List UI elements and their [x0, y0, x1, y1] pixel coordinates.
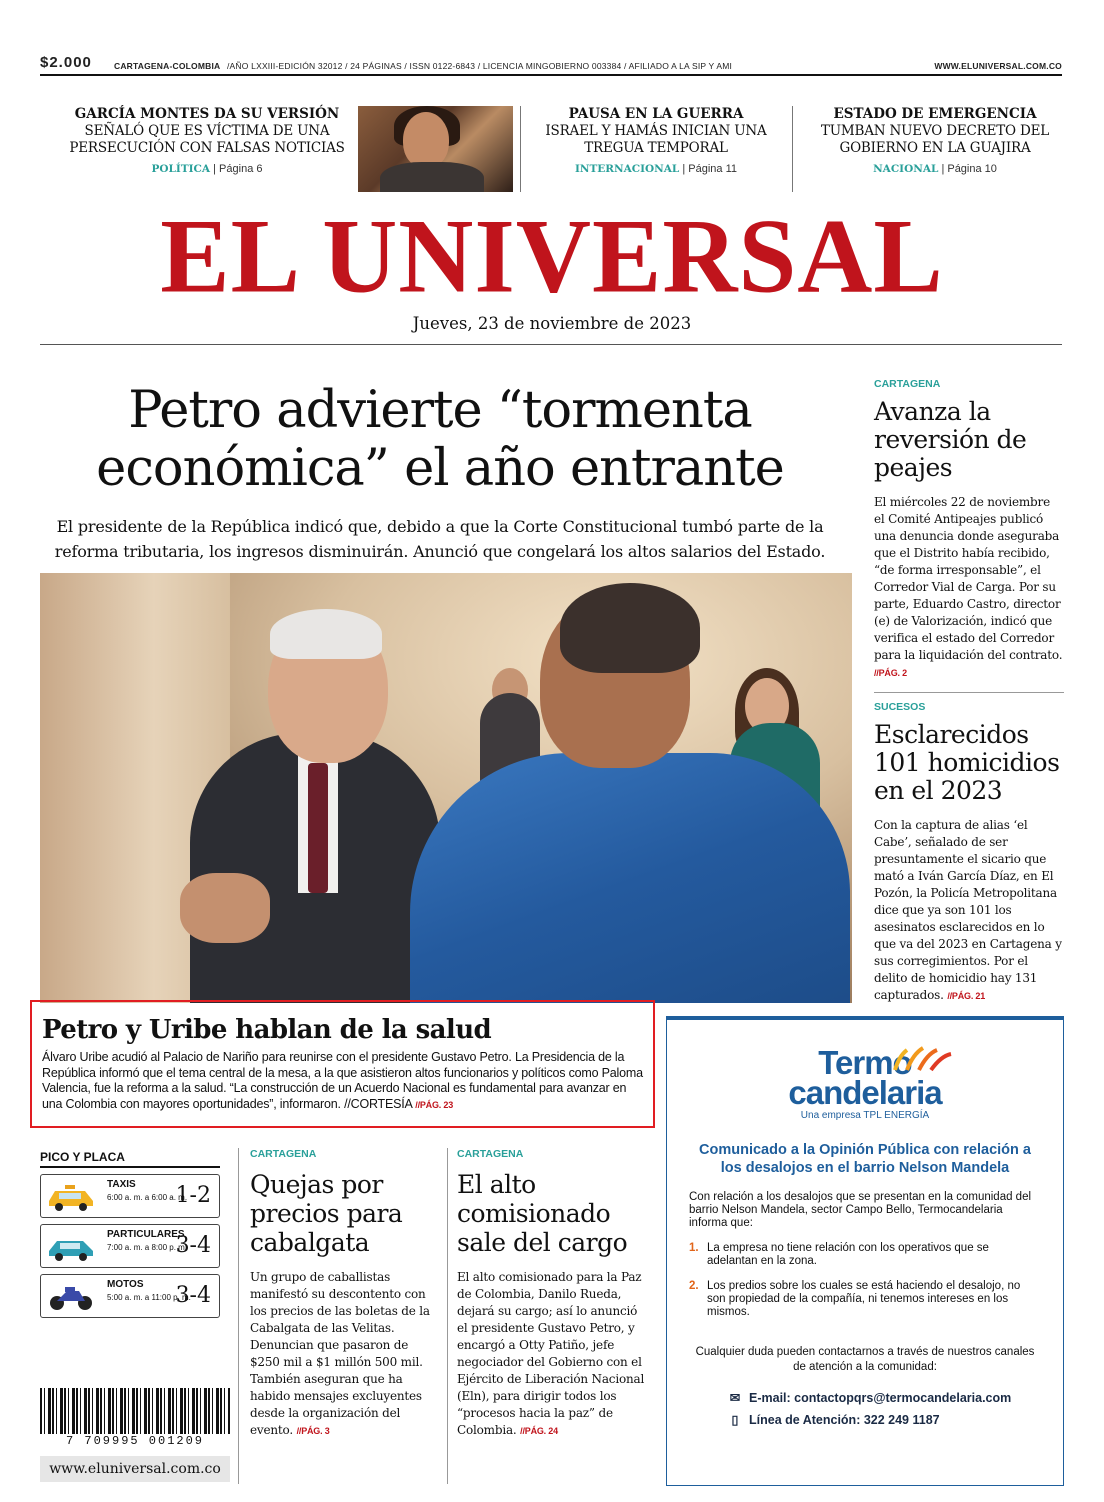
story-body: El alto comisionado para la Paz de Colombia, Danilo Rueda, dejará su cargo; así lo anunció el presidente Gustavo Petro, y encargó a Otty Patiño, jefe negociador del Gobierno con el Ejército de Liberación Nacional (Eln), para dirigir todos los “procesos hacia la paz” de Colombia. //PÁG. 24 [457, 1270, 645, 1437]
lead-photo [40, 573, 852, 1003]
teaser-title: ESTADO DE EMERGENCIA [833, 106, 1037, 122]
issue-meta: /AÑO LXXIII-EDICIÓN 32012 / 24 PÁGINAS / ISSN 0122-6843 / LICENCIA MINGOBIERNO 003384 / AFILIADO A LA SIP Y AMI [227, 61, 733, 71]
ad-contact [727, 1387, 1041, 1431]
pyp-hours: 7:00 a. m. a 8:00 p. m. [107, 1243, 188, 1252]
pyp-hours: 5:00 a. m. a 11:00 p. m. [107, 1293, 191, 1302]
ad-email-line[interactable] [727, 1387, 1041, 1409]
ad-phone-line[interactable] [727, 1409, 1041, 1431]
story-cabalgata[interactable] [250, 1148, 440, 1440]
section-kicker: CARTAGENA [250, 1148, 317, 1160]
ad-item-number: 1. [689, 1242, 699, 1254]
pyp-row-taxis [40, 1174, 220, 1218]
barcode [40, 1388, 230, 1452]
teaser-title: GARCÍA MONTES DA SU VERSIÓN [74, 106, 340, 122]
teaser-ref: NACIONAL | Página 10 [873, 163, 997, 175]
teaser-title: PAUSA EN LA GUERRA [568, 106, 744, 122]
teaser-subtitle: SEÑALÓ QUE ES VÍCTIMA DE UNA PERSECUCIÓN CON FALSAS NOTICIAS [69, 123, 345, 156]
pyp-plates: 1-2 [175, 1183, 211, 1208]
page-ref: //PÁG. 23 [415, 1099, 453, 1110]
teaser-ref: INTERNACIONAL | Página 11 [574, 163, 738, 175]
top-info-bar [40, 54, 1062, 72]
pico-y-placa [40, 1150, 230, 1318]
ad-logo-line1: Termo [818, 1044, 912, 1081]
termocandelaria-ad[interactable] [666, 1016, 1064, 1486]
ad-item-text: Los predios sobre los cuales se está haciendo el desalojo, no son propiedad de la compañía, ni tenemos intereses en los mismos. [707, 1280, 1021, 1318]
pyp-title: PICO Y PLACA [40, 1150, 220, 1168]
ad-item-number: 2. [689, 1280, 699, 1292]
ad-item [689, 1280, 1041, 1319]
caption-title: Petro y Uribe hablan de la salud [42, 1015, 492, 1045]
pyp-plates: 3-4 [175, 1283, 211, 1308]
ad-phone: Línea de Atención: 322 249 1187 [749, 1413, 940, 1427]
section-kicker: CARTAGENA [457, 1148, 524, 1160]
teaser-photo [358, 106, 513, 192]
story-headline: Avanza la reversión de peajes [874, 397, 1027, 482]
ad-title: Comunicado a la Opinión Pública con relación a los desalojos en el barrio Nelson Mandela [699, 1142, 1031, 1176]
teaser-nacional[interactable] [804, 106, 1066, 175]
story-comisionado[interactable] [457, 1148, 647, 1440]
ad-logo-sub: Una empresa TPL ENERGÍA [800, 1110, 930, 1121]
ad-item-text: La empresa no tiene relación con los operativos que se adelantan en la zona. [707, 1242, 989, 1267]
ad-intro: Con relación a los desalojos que se presentan en la comunidad del barrio Nelson Mandela, sector Campo Bello, Termocandelaria informa que: [689, 1191, 1032, 1229]
pyp-label: MOTOS [107, 1279, 144, 1290]
ad-email: E-mail: contactopqrs@termocandelaria.com [749, 1391, 1012, 1405]
right-column [874, 378, 1064, 1005]
envelope-icon: ✉ [729, 1391, 741, 1405]
page-ref: //PÁG. 3 [296, 1426, 330, 1436]
motorcycle-icon [45, 1283, 97, 1311]
pyp-plates: 3-4 [175, 1233, 211, 1258]
website-link[interactable]: WWW.ELUNIVERSAL.COM.CO [934, 61, 1062, 71]
column-rule [874, 692, 1064, 693]
story-headline: El alto comisionado sale del cargo [457, 1170, 628, 1257]
logo-rays-icon [889, 1044, 959, 1072]
phone-icon: ▯ [731, 1413, 739, 1427]
column-divider [238, 1148, 239, 1484]
story-peajes[interactable] [874, 378, 1064, 682]
page-ref: //PÁG. 24 [520, 1426, 558, 1436]
teaser-divider [792, 106, 793, 192]
section-kicker: SUCESOS [874, 701, 926, 713]
caption-text: Álvaro Uribe acudió al Palacio de Nariño para reunirse con el presidente Gustavo Petro. La Presidencia de la República informó que el tema central de la mesa, a la que asistieron altos funcionarios y políticos como Paloma Valencia, fue la reforma a la salud. “La construcción de un Acuerdo Nacional es fundamental para avanzar en una Colombia con mayores oportunidades”, informaron. //CORTESÍA //PÁG. 23 [42, 1050, 643, 1111]
teaser-internacional[interactable] [528, 106, 784, 175]
teaser-ref: POLÍTICA | Página 6 [151, 163, 263, 175]
lead-deck: El presidente de la República indicó que, debido a que la Corte Constitucional tumbó parte de la reforma tributaria, los ingresos disminuirán. Anunció que congelará los altos salarios del Estado. [40, 514, 840, 592]
pyp-row-particulares [40, 1224, 220, 1268]
masthead-rule [40, 344, 1062, 345]
issue-city: CARTAGENA-COLOMBIA [114, 61, 221, 71]
pyp-hours: 6:00 a. m. a 6:00 a. m. [107, 1193, 188, 1202]
ad-item [689, 1242, 1041, 1268]
story-body: Un grupo de caballistas manifestó su descontento con los precios de las boletas de la Cabalgata de las Velitas. Denuncian que pasaron de $250 mil a $1 millón 500 mil. También aseguran que ha habido mensajes excluyentes desde la organización del evento. //PÁG. 3 [250, 1270, 430, 1437]
page-ref: //PÁG. 2 [874, 668, 907, 678]
issue-price: $2.000 [40, 54, 92, 71]
teaser-subtitle: TUMBAN NUEVO DECRETO DEL GOBIERNO EN LA GUAJIRA [820, 123, 1050, 156]
masthead-logo: EL UNIVERSAL [160, 197, 944, 316]
car-icon [45, 1233, 97, 1261]
photo-caption-box[interactable] [30, 1000, 655, 1128]
barcode-bars [40, 1388, 230, 1434]
column-divider [447, 1148, 448, 1484]
pyp-row-motos [40, 1274, 220, 1318]
top-rule [40, 74, 1062, 76]
issue-date: Jueves, 23 de noviembre de 2023 [412, 314, 692, 333]
pyp-label: TAXIS [107, 1179, 136, 1190]
section-kicker: CARTAGENA [874, 378, 941, 390]
barcode-number: 7 709995 001209 [65, 1434, 205, 1448]
page-ref: //PÁG. 21 [947, 991, 986, 1001]
story-body: El miércoles 22 de noviembre el Comité Antipeajes publicó una denuncia donde aseguraba que el Distrito había recibido, “de forma irresponsable”, el Corredor Vial de Carga. Por su parte, Eduardo Castro, director (e) de Valorización, indicó que verifica el estado del Corredor para la liquidación del contrato. //PÁG. 2 [874, 495, 1063, 678]
story-headline: Esclarecidos 101 homicidios en el 2023 [874, 720, 1060, 805]
pyp-label: PARTICULARES [107, 1229, 185, 1240]
ad-logo-line2: candelaria [788, 1074, 942, 1111]
footer-website[interactable]: www.eluniversal.com.co [40, 1456, 230, 1482]
story-homicidios[interactable] [874, 701, 1064, 1005]
lead-headline[interactable]: Petro advierte “tormenta económica” el año entrante [96, 381, 784, 498]
story-headline: Quejas por precios para cabalgata [250, 1170, 403, 1257]
ad-closing: Cualquier duda pueden contactarnos a través de nuestros canales de atención a la comunidad: [695, 1346, 1035, 1373]
teaser-subtitle: ISRAEL Y HAMÁS INICIAN UNA TREGUA TEMPORAL [545, 123, 767, 156]
teaser-divider [520, 106, 521, 192]
teaser-politica[interactable] [62, 106, 352, 175]
story-body: Con la captura de alias ‘el Cabe’, señalado de ser presuntamente el sicario que mató a Iván García Díaz, en El Pozón, la Policía Metropolitana dice que ya son 101 los asesinatos esclarecidos en lo que va del 2023 en Cartagena y sus corregimientos. Por el delito de homicidio hay 131 capturados. //PÁG. 21 [874, 818, 1062, 1002]
taxi-icon [45, 1183, 97, 1211]
